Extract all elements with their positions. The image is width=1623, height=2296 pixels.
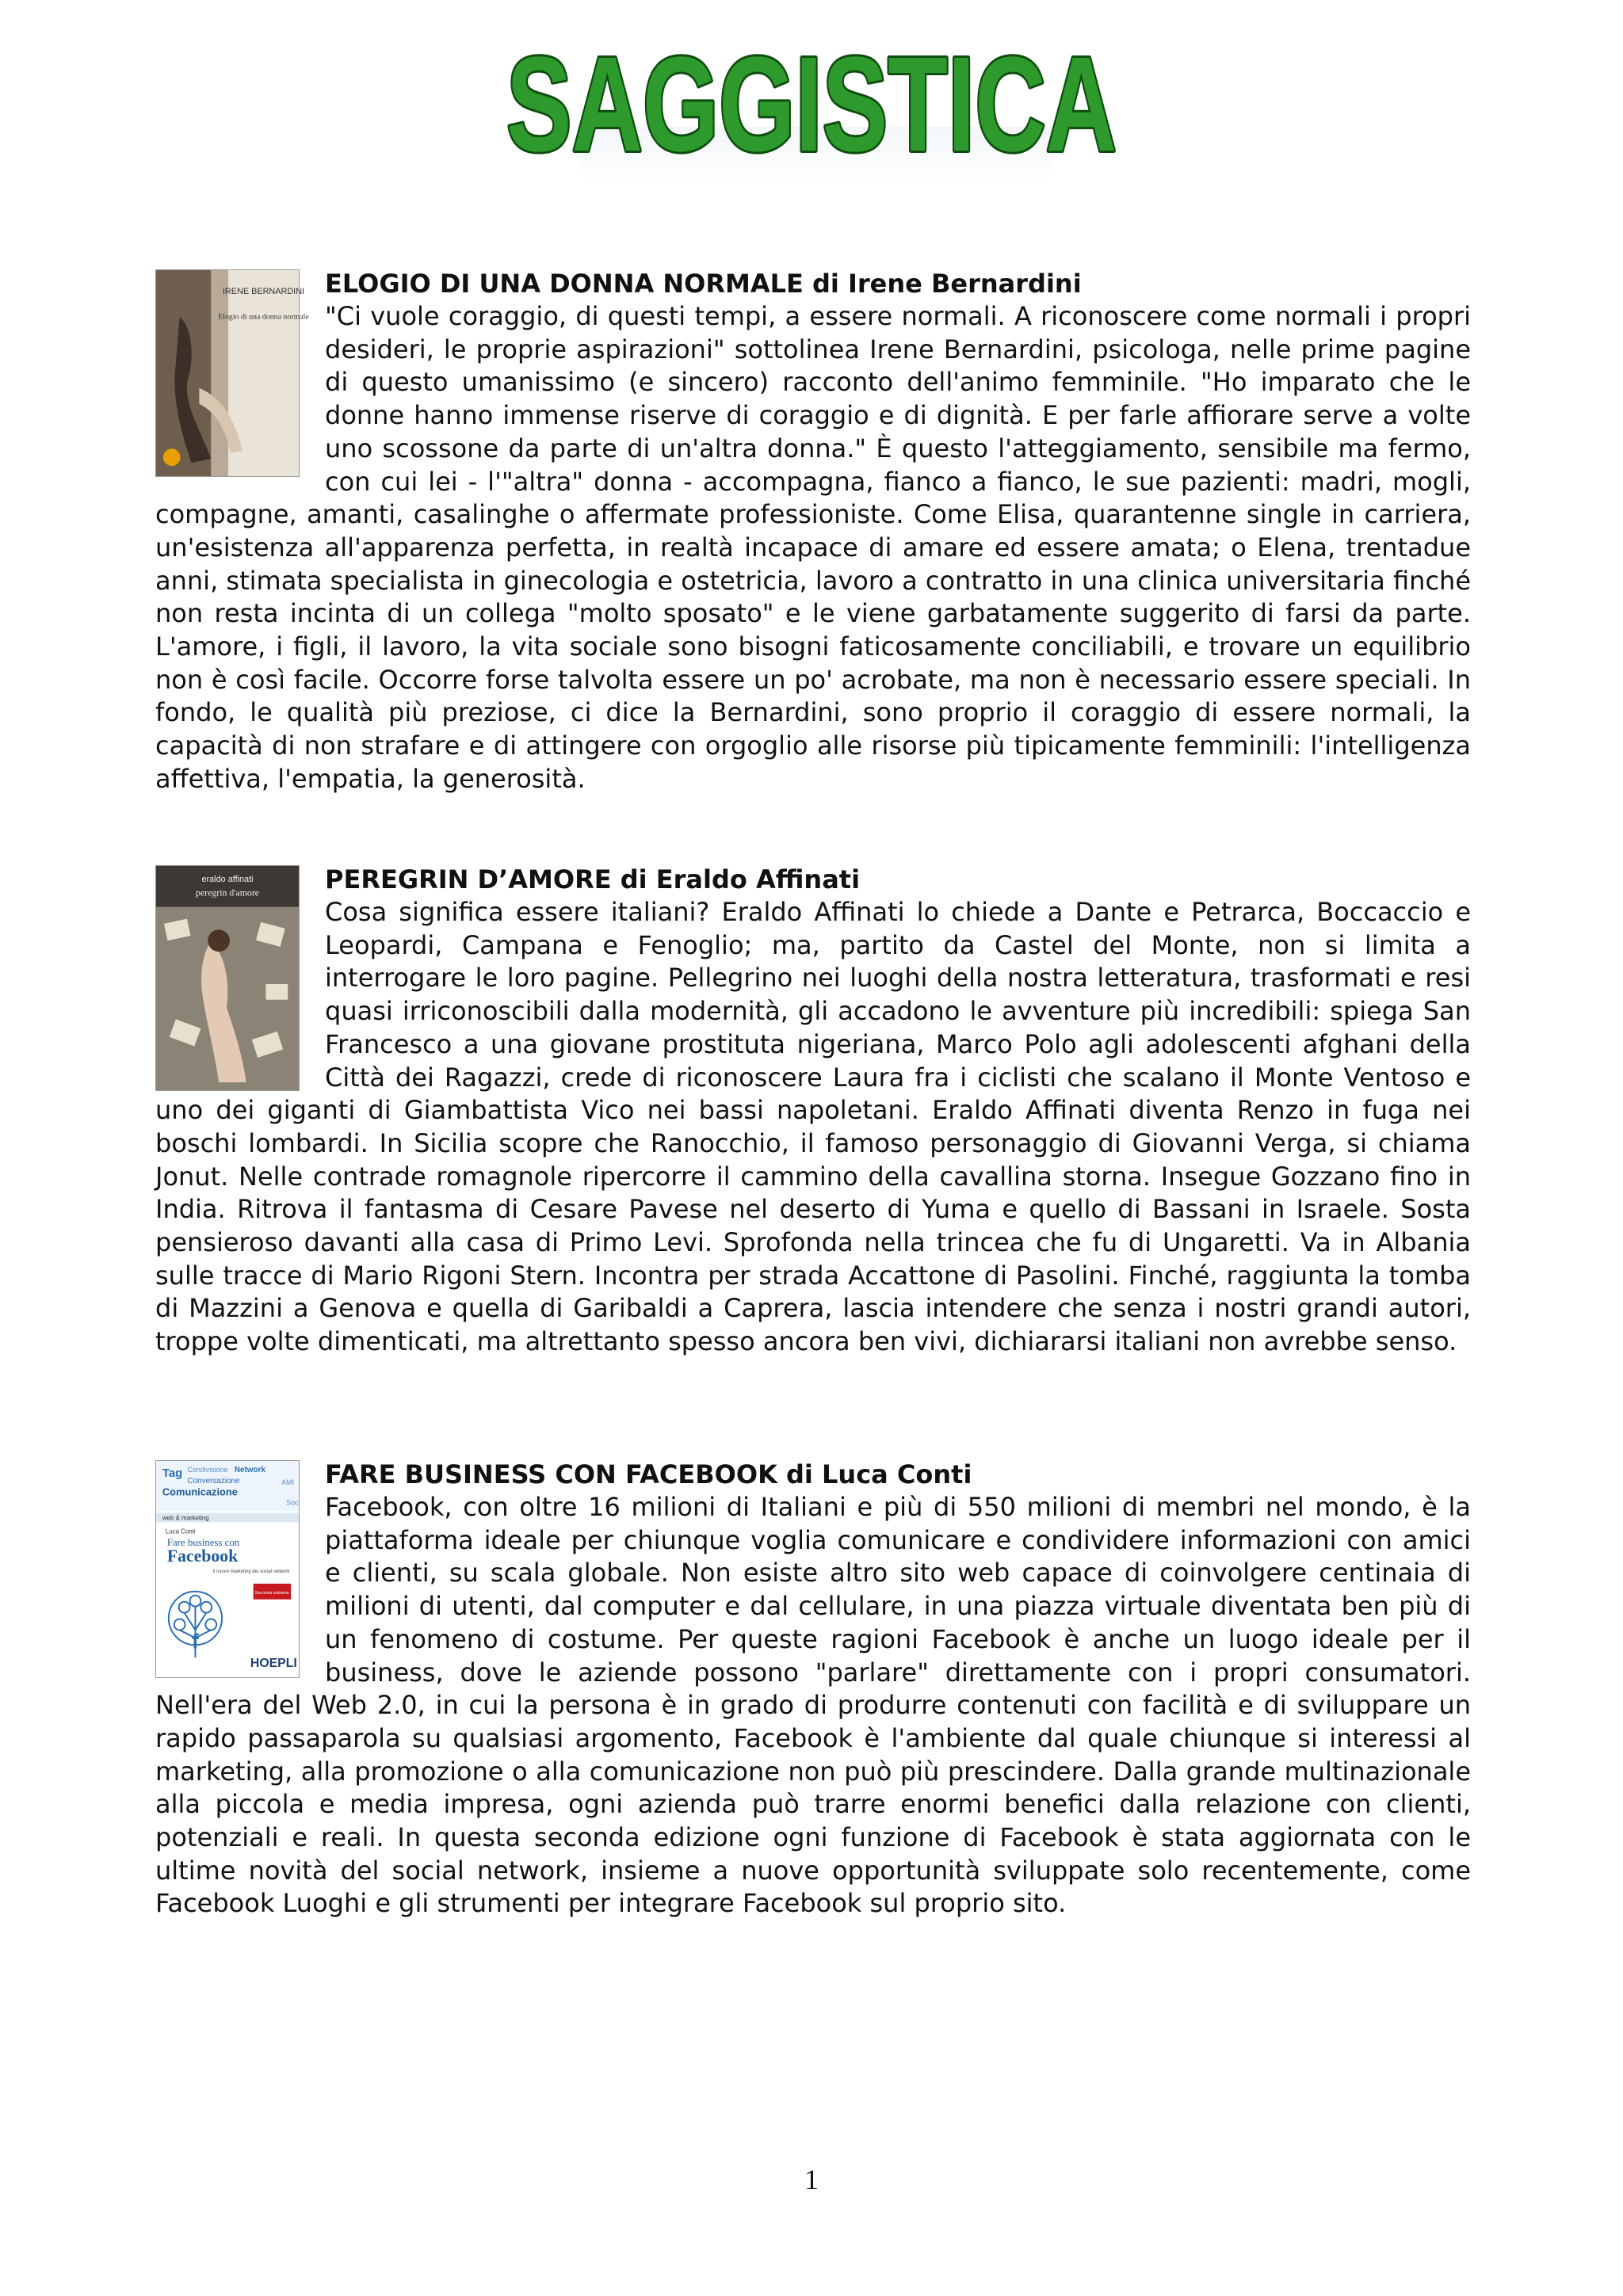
cover-author: eraldo affinati	[201, 874, 254, 884]
cover-tag-word: Soci	[286, 1498, 300, 1507]
article-peregrin	[155, 863, 1471, 1359]
page-number: 1	[804, 2164, 819, 2195]
article-heading: PEREGRIN D’AMORE di Eraldo Affinati	[325, 864, 861, 894]
cover-tag-word: AMI	[281, 1478, 295, 1486]
article-body: Facebook, con oltre 16 milioni di Italiani e più di 550 milioni di membri nel mondo, è la piattaforma ideale per chiunque voglia comunicare e condividere informazioni con amici e clienti, su scala globale. Non esiste altro sito web capace di coinvolgere centinaia di milioni di utenti, dal computer e dal cellulare, in una piazza virtuale diventata ben più di un fenomeno di costume. Per queste ragioni Facebook è anche un luogo ideale per il business, dove le aziende possono "parlare" direttamente con i propri consumatori. Nell'era del Web 2.0, in cui la persona è in grado di produrre contenuti con facilità e di sviluppare un rapido passaparola su qualsiasi argomento, Facebook è l'ambiente dal quale chiunque si interessi al marketing, alla promozione o alla comunicazione non può più prescindere. Dalla grande multinazionale alla piccola e media impresa, ogni azienda può trarre enormi benefici dalla relazione con clienti, potenziali e reali. In questa seconda edizione ogni funzione di Facebook è stata aggiornata con le ultime novità del social network, insieme a nuove opportunità sviluppate solo recentemente, come Facebook Luoghi e gli strumenti per integrare Facebook sul proprio sito.	[155, 1492, 1471, 1919]
cover-tag-word: Tag	[162, 1466, 183, 1480]
cover-tag-word: Conversazione	[187, 1476, 240, 1486]
cover-tag-word: Comunicazione	[162, 1486, 238, 1498]
article-body: Cosa significa essere italiani? Eraldo Affinati lo chiede a Dante e Petrarca, Boccaccio e Leopardi, Campana e Fenoglio; ma, partito da Castel del Monte, non si limita a interrogare le loro pagine. Pellegrino nei luoghi della nostra letteratura, trasformati e resi quasi irriconoscibili dalla modernità, gli accadono le avventure più incredibili: spiega San Francesco a una giovane prostituta nigeriana, Marco Polo agli adolescenti afghani della Città dei Ragazzi, crede di riconoscere Laura fra i ciclisti che scalano il Monte Ventoso e uno dei giganti di Giambattista Vico nei bassi napoletani. Eraldo Affinati diventa Renzo in fuga nei boschi lombardi. In Sicilia scopre che Ranocchio, il famoso personaggio di Giovanni Verga, si chiama Jonut. Nelle contrade romagnole ripercorre il cammino della cavallina storna. Insegue Gozzano fino in India. Ritrova il fantasma di Cesare Pavese nel deserto di Yuma e quello di Bassani in Israele. Sosta pensieroso davanti alla casa di Primo Levi. Sprofonda nella trincea che fu di Ungaretti. Va in Albania sulle tracce di Mario Rigoni Stern. Incontra per strada Accattone di Pasolini. Finché, raggiunta la tomba di Mazzini a Genova e quella di Garibaldi a Caprera, lascia intendere che senza i nostri grandi autori, troppe volte dimenticati, ma altrettanto spesso ancora ben vivi, dichiararsi italiani non avrebbe senso.	[155, 897, 1471, 1357]
article-heading: FARE BUSINESS CON FACEBOOK di Luca Conti	[325, 1459, 972, 1489]
page-title	[0, 29, 1623, 182]
cover-series: web & marketing	[162, 1514, 209, 1522]
cover-subtitle: Il nuovo marketing dei social network	[212, 1569, 290, 1574]
cover-edition: Seconda edizione	[254, 1590, 289, 1596]
book-cover-elogio	[155, 269, 309, 477]
article-body: "Ci vuole coraggio, di questi tempi, a essere normali. A riconoscere come normali i propri desideri, le proprie aspirazioni" sottolinea Irene Bernardini, psicologa, nelle prime pagine di questo umanissimo (e sincero) racconto dell'animo femminile. "Ho imparato che le donne hanno immense riserve di coraggio e di dignità. E per farle affiorare serve a volte uno scossone da parte di un'altra donna." È questo l'atteggiamento, sensibile ma fermo, con cui lei - l'"altra" donna - accompagna, fianco a fianco, le sue pazienti: madri, mogli, compagne, amanti, casalinghe o affermate professioniste. Come Elisa, quarantenne single in carriera, un'esistenza all'apparenza perfetta, in realtà incapace di amare ed essere amata; o Elena, trentadue anni, stimata specialista in ginecologia e ostetricia, lavoro a contratto in una clinica universitaria finché non resta incinta di un collega "molto sposato" e le viene garbatamente suggerito di farsi da parte. L'amore, i figli, il lavoro, la vita sociale sono bisogni faticosamente conciliabili, e trovare un equilibrio non è così facile. Occorre forse talvolta essere un po' acrobate, ma non è necessario essere speciali. In fondo, le qualità più preziose, ci dice la Bernardini, sono proprio il coraggio di essere normali, la capacità di non strafare e di attingere con orgoglio alle risorse più tipicamente femminili: l'intelligenza affettiva, l'empatia, la generosità.	[155, 301, 1471, 794]
cover-author: Luca Conti	[165, 1527, 196, 1535]
cover-tag-word: Network	[234, 1465, 265, 1474]
cover-title: Elogio di una donna normale	[218, 312, 309, 322]
svg-text:f: f	[192, 1630, 199, 1653]
cover-title-line2: Facebook	[166, 1547, 239, 1566]
article-facebook	[155, 1458, 1471, 1920]
title-graphic	[0, 29, 1623, 182]
book-cover-facebook	[155, 1460, 300, 1678]
cover-publisher: HOEPLI	[250, 1657, 297, 1671]
cover-tag-word: Condivisione	[187, 1465, 228, 1474]
cover-author: IRENE BERNARDINI	[222, 286, 305, 296]
article-elogio	[155, 267, 1471, 796]
cover-title-line1: Fare business con	[166, 1537, 240, 1549]
book-cover-peregrin	[155, 865, 300, 1091]
cover-title: peregrin d'amore	[195, 887, 260, 898]
publisher-logo	[163, 448, 181, 466]
title-text: SAGGISTICA	[506, 29, 1117, 180]
article-heading: ELOGIO DI UNA DONNA NORMALE di Irene Bernardini	[325, 269, 1082, 299]
